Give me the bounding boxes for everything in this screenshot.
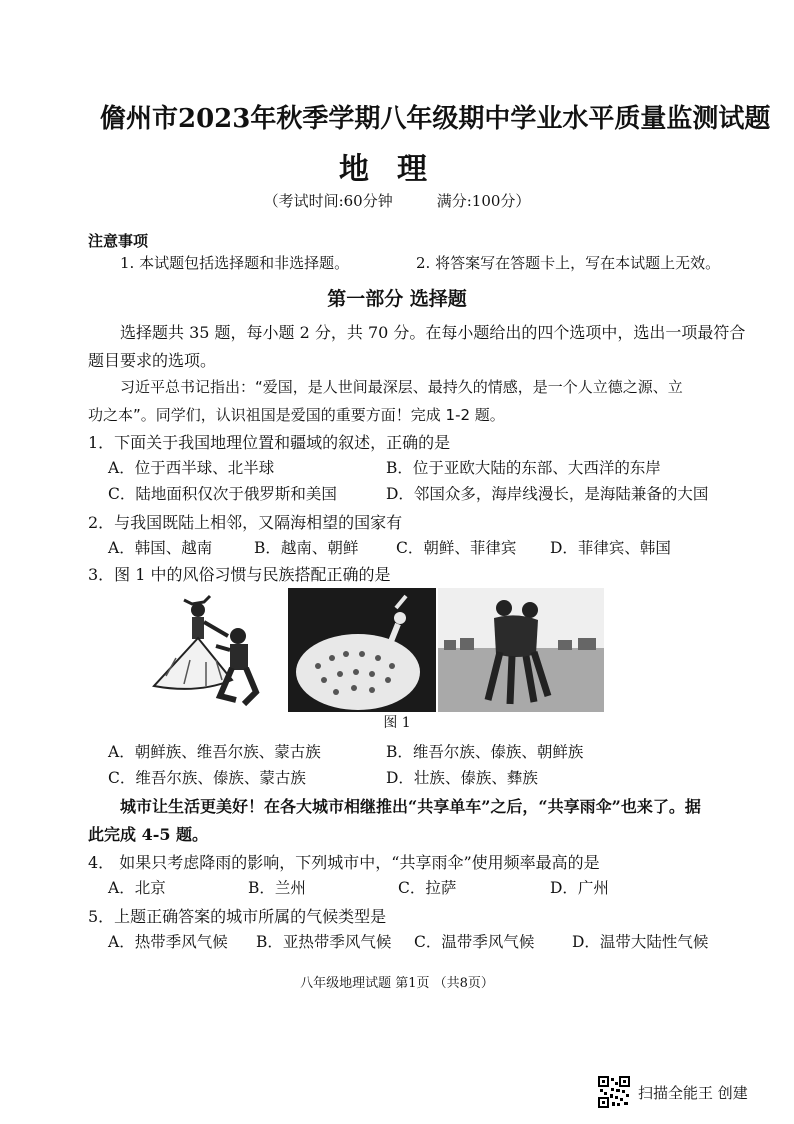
- q5-option-c: C．温带季风气候: [414, 933, 535, 951]
- q2-option-d: D．菲律宾、韩国: [550, 539, 671, 557]
- part1-heading: 第一部分 选择题: [327, 288, 467, 310]
- figure1-dance-photo-uyghur: [136, 588, 286, 710]
- q1-option-c: C．陆地面积仅次于俄罗斯和美国: [108, 485, 337, 503]
- exam-title: 儋州市2023年秋季学期八年级期中学业水平质量监测试题: [100, 104, 771, 134]
- passage1-line2: 功之本”。同学们，认识祖国是爱国的重要方面！完成 1-2 题。: [88, 406, 505, 424]
- q2-option-c: C．朝鲜、菲律宾: [396, 539, 517, 557]
- notes-item-2: 2. 将答案写在答题卡上，写在本试题上无效。: [416, 254, 721, 272]
- figure1-dance-photo-dai-peacock: [288, 588, 436, 712]
- q2-option-b: B．越南、朝鲜: [254, 539, 359, 557]
- exam-time-info: [0, 190, 794, 211]
- figure1-wrestling-photo-mongolian: [438, 588, 604, 712]
- exam-score: 满分:100分）: [436, 192, 531, 210]
- q5-option-b: B．亚热带季风气候: [256, 933, 392, 951]
- q4-option-d: D．广州: [550, 879, 609, 897]
- q4-option-a: A．北京: [108, 879, 166, 897]
- passage2-line1: 城市让生活更美好！在各大城市相继推出“共享单车”之后，“共享雨伞”也来了。据: [120, 797, 701, 816]
- q5-option-a: A．热带季风气候: [108, 933, 228, 951]
- q3-option-a: A．朝鲜族、维吾尔族、蒙古族: [108, 743, 321, 761]
- q4-option-c: C．拉萨: [398, 879, 457, 897]
- q4-option-b: B．兰州: [248, 879, 306, 897]
- q2-stem: 2．与我国既陆上相邻，又隔海相望的国家有: [88, 513, 403, 532]
- passage2-line2: 此完成 4-5 题。: [88, 825, 209, 844]
- q1-option-d: D．邻国众多，海岸线漫长，是海陆兼备的大国: [386, 485, 709, 503]
- q1-option-a: A．位于西半球、北半球: [108, 459, 275, 477]
- scanner-watermark: 扫描全能王 创建: [638, 1084, 748, 1102]
- q4-stem: 4． 如果只考虑降雨的影响，下列城市中，“共享雨伞”使用频率最高的是: [88, 853, 600, 872]
- page-footer: 八年级地理试题 第1页 （共8页）: [300, 976, 494, 991]
- exam-time: （考试时间:60分钟: [263, 192, 393, 210]
- qr-code-icon: [598, 1076, 630, 1108]
- notes-heading: 注意事项: [88, 232, 149, 250]
- q1-option-b: B．位于亚欧大陆的东部、大西洋的东岸: [386, 459, 661, 477]
- q5-option-d: D．温带大陆性气候: [572, 933, 709, 951]
- q3-option-d: D．壮族、傣族、彝族: [386, 769, 538, 787]
- q2-option-a: A．韩国、越南: [108, 539, 213, 557]
- subject-heading: 地理: [339, 152, 455, 187]
- q1-stem: 1．下面关于我国地理位置和疆域的叙述，正确的是: [88, 433, 451, 452]
- q3-option-b: B．维吾尔族、傣族、朝鲜族: [386, 743, 584, 761]
- q3-option-c: C．维吾尔族、傣族、蒙古族: [108, 769, 306, 787]
- part1-intro-line2: 题目要求的选项。: [88, 351, 217, 370]
- q5-stem: 5．上题正确答案的城市所属的气候类型是: [88, 907, 387, 926]
- part1-intro-line1: 选择题共 35 题，每小题 2 分，共 70 分。在每小题给出的四个选项中，选出一项最符合: [120, 323, 746, 342]
- q3-stem: 3．图 1 中的风俗习惯与民族搭配正确的是: [88, 565, 391, 584]
- figure1-caption: 图 1: [383, 715, 411, 731]
- passage1-line1: 习近平总书记指出：“爱国，是人世间最深层、最持久的情感，是一个人立德之源、立: [120, 378, 683, 396]
- notes-item-1: 1. 本试题包括选择题和非选择题。: [120, 254, 350, 272]
